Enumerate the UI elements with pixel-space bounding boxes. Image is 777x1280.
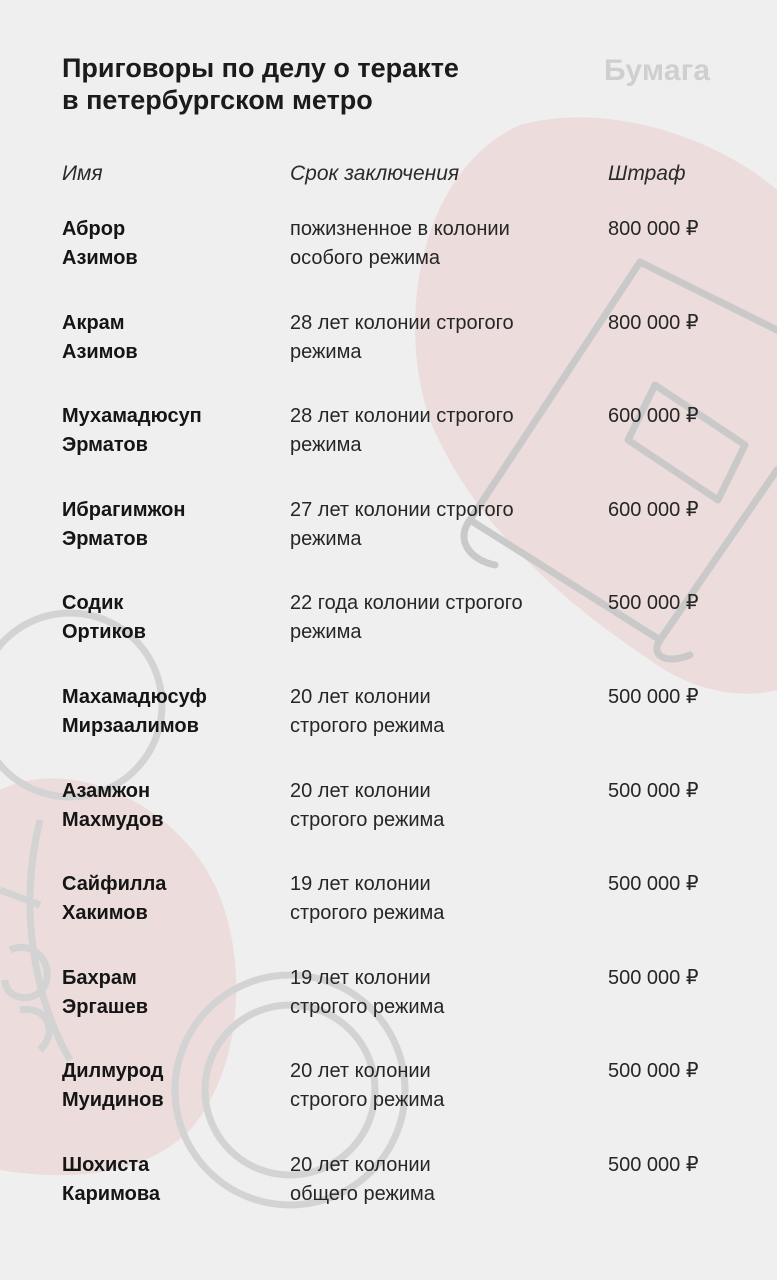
row-term: [290, 964, 580, 1022]
term-line-1: 19 лет колонии: [290, 873, 431, 896]
fine-amount: 600 000 ₽: [608, 498, 699, 521]
term-line-1: 20 лет колонии: [290, 1060, 431, 1083]
term-line-1: 28 лет колонии строгого: [290, 405, 514, 428]
row-name: [62, 870, 272, 928]
term-line-1: 28 лет колонии строгого: [290, 311, 514, 334]
term-line-2: строгого режима: [290, 902, 445, 925]
fine-amount: 500 000 ₽: [608, 592, 699, 615]
brand-logo: Бумага: [604, 54, 711, 87]
first-name: Дилмурод: [62, 1060, 164, 1083]
row-fine: [608, 402, 699, 431]
first-name: Ибрагимжон: [62, 498, 186, 521]
last-name: Муидинов: [62, 1089, 164, 1112]
row-name: [62, 496, 272, 554]
first-name: Азамжон: [62, 779, 151, 802]
fine-amount: 800 000 ₽: [608, 311, 699, 334]
table-header: [0, 162, 777, 192]
term-line-1: 20 лет колонии: [290, 1154, 431, 1176]
row-term: [290, 402, 580, 460]
row-fine: [608, 309, 699, 338]
last-name: Азимов: [62, 247, 138, 269]
last-name: Каримова: [62, 1183, 160, 1205]
last-name: Азимов: [62, 340, 138, 363]
page-title: [62, 52, 459, 116]
row-term: [290, 777, 580, 835]
table-row: [0, 309, 777, 379]
term-line-2: особого режима: [290, 247, 441, 269]
first-name: Аброр: [62, 218, 126, 240]
row-name: [62, 1151, 272, 1209]
fine-amount: 500 000 ₽: [608, 966, 699, 989]
term-line-1: 20 лет колонии: [290, 686, 431, 708]
term-line-2: строгого режима: [290, 808, 445, 831]
fine-amount: 600 000 ₽: [608, 405, 699, 428]
row-term: [290, 215, 580, 273]
row-name: [62, 777, 272, 835]
row-name: [62, 309, 272, 367]
header-term: Срок заключения: [290, 162, 460, 185]
table-row: [0, 683, 777, 753]
row-fine: [608, 870, 699, 899]
row-fine: [608, 215, 699, 244]
term-line-1: 19 лет колонии: [290, 966, 431, 989]
row-name: [62, 683, 272, 741]
last-name: Мирзаалимов: [62, 715, 199, 737]
row-fine: [608, 683, 699, 712]
first-name: Махамадюсуф: [62, 686, 207, 708]
term-line-2: строгого режима: [290, 1089, 445, 1112]
term-line-1: пожизненное в колонии: [290, 218, 510, 240]
table-row: [0, 402, 777, 472]
first-name: Акрам: [62, 311, 125, 334]
term-line-2: режима: [290, 434, 362, 457]
row-name: [62, 215, 272, 273]
row-term: [290, 1151, 580, 1209]
row-fine: [608, 777, 699, 806]
term-line-2: режима: [290, 527, 362, 550]
header-name: Имя: [62, 162, 103, 185]
fine-amount: 800 000 ₽: [608, 218, 699, 240]
table-row: [0, 964, 777, 1034]
table-row: [0, 1057, 777, 1127]
first-name: Сайфилла: [62, 873, 167, 896]
table-row: [0, 496, 777, 566]
fine-amount: 500 000 ₽: [608, 873, 699, 896]
table-row: [0, 777, 777, 847]
row-fine: [608, 1057, 699, 1086]
term-line-1: 20 лет колонии: [290, 779, 431, 802]
row-term: [290, 589, 580, 647]
term-line-2: общего режима: [290, 1183, 435, 1205]
last-name: Эргашев: [62, 995, 148, 1018]
header-fine: Штраф: [608, 162, 686, 185]
last-name: Эрматов: [62, 434, 148, 457]
row-name: [62, 964, 272, 1022]
table-row: [0, 589, 777, 659]
first-name: Шохиста: [62, 1154, 150, 1176]
term-line-1: 27 лет колонии строгого: [290, 498, 514, 521]
first-name: Бахрам: [62, 966, 137, 989]
row-name: [62, 589, 272, 647]
fine-amount: 500 000 ₽: [608, 1154, 699, 1176]
title-line-1: Приговоры по делу о теракте: [62, 53, 459, 83]
fine-amount: 500 000 ₽: [608, 686, 699, 708]
term-line-2: строгого режима: [290, 995, 445, 1018]
row-fine: [608, 1151, 699, 1180]
row-term: [290, 496, 580, 554]
term-line-1: 22 года колонии строгого: [290, 592, 523, 615]
row-term: [290, 1057, 580, 1115]
row-fine: [608, 589, 699, 618]
row-name: [62, 1057, 272, 1115]
title-line-2: в петербургском метро: [62, 85, 373, 115]
term-line-2: строгого режима: [290, 715, 445, 737]
last-name: Махмудов: [62, 808, 164, 831]
last-name: Эрматов: [62, 527, 148, 550]
row-fine: [608, 496, 699, 525]
first-name: Мухамадюсуп: [62, 405, 202, 428]
fine-amount: 500 000 ₽: [608, 1060, 699, 1083]
table-row: [0, 870, 777, 940]
last-name: Хакимов: [62, 902, 148, 925]
table-row: [0, 1151, 777, 1221]
row-fine: [608, 964, 699, 993]
row-term: [290, 683, 580, 741]
term-line-2: режима: [290, 621, 362, 644]
first-name: Содик: [62, 592, 124, 615]
row-term: [290, 870, 580, 928]
table-row: [0, 215, 777, 285]
term-line-2: режима: [290, 340, 362, 363]
last-name: Ортиков: [62, 621, 146, 644]
row-term: [290, 309, 580, 367]
fine-amount: 500 000 ₽: [608, 779, 699, 802]
row-name: [62, 402, 272, 460]
